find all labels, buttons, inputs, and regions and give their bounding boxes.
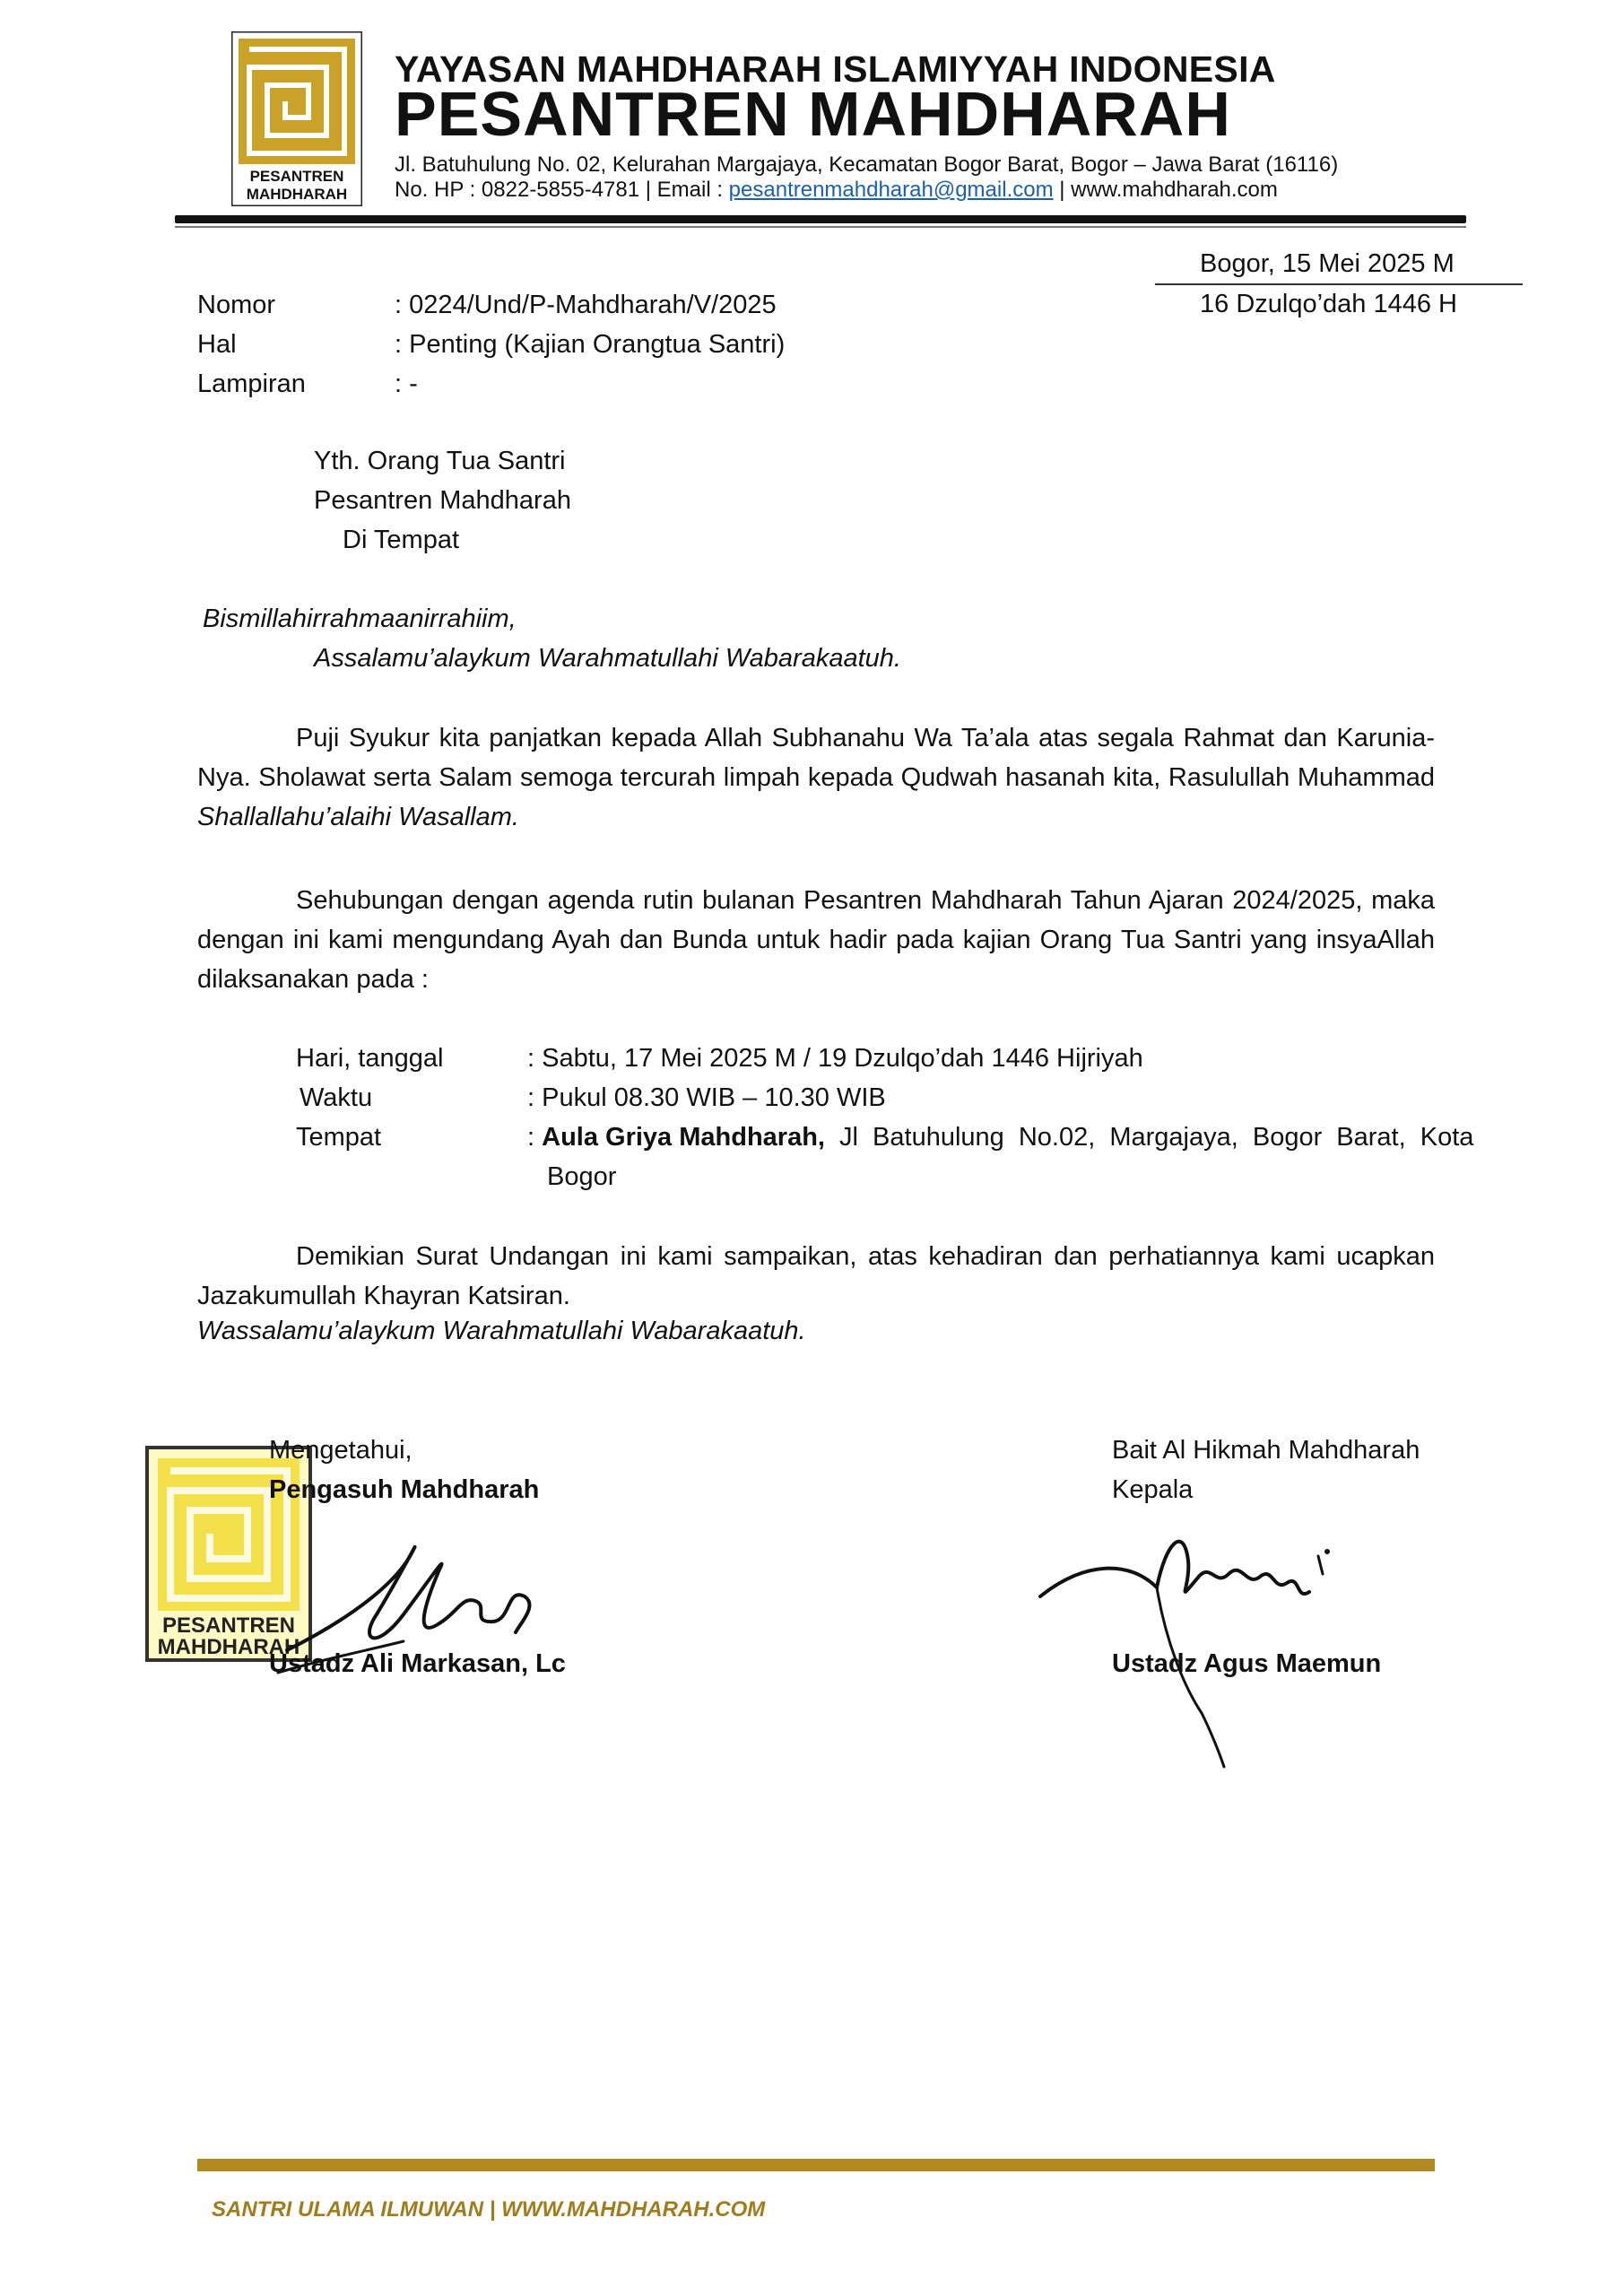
salam-opening: Assalamu’alaykum Warahmatullahi Wabarakaatuh.: [314, 644, 901, 673]
meta-value-nomor: : 0224/Und/P-Mahdharah/V/2025: [395, 291, 777, 319]
paragraph-3: [197, 1237, 1435, 1316]
event-day-label: Hari, tanggal: [296, 1044, 444, 1073]
meta-value-lampiran: : -: [395, 370, 418, 398]
right-role: Kepala: [1112, 1475, 1194, 1504]
event-place-line2: Bogor: [547, 1162, 617, 1191]
left-signatory-name: Ustadz Ali Markasan, Lc: [269, 1649, 566, 1678]
right-signature: [1031, 1507, 1354, 1776]
event-place-colon: :: [527, 1123, 543, 1152]
date-masehi: Bogor, 15 Mei 2025 M: [1200, 249, 1455, 278]
paragraph-3-text: Demikian Surat Undangan ini kami sampaikan, atas kehadiran dan perhatiannya kami ucapkan Jazakumullah Khayran Katsiran.: [197, 1242, 1435, 1310]
left-role: Pengasuh Mahdharah: [269, 1475, 540, 1504]
bismillah: Bismillahirrahmaanirrahiim,: [203, 604, 517, 633]
organization-name: YAYASAN MAHDHARAH ISLAMIYYAH INDONESIA: [395, 48, 1276, 90]
recipient-line-3: Di Tempat: [343, 526, 460, 554]
footer-divider: [197, 2159, 1435, 2171]
email-link[interactable]: pesantrenmahdharah@gmail.com: [728, 178, 1054, 202]
event-time-label: Waktu: [300, 1083, 373, 1112]
recipient-line-2: Pesantren Mahdharah: [314, 486, 571, 515]
pesantren-logo: [231, 31, 362, 206]
date-hijri: 16 Dzulqo’dah 1446 H: [1200, 290, 1457, 318]
salam-closing: Wassalamu’alaykum Warahmatullahi Wabarakaatuh.: [197, 1317, 806, 1345]
meta-label-lampiran: Lampiran: [197, 370, 306, 398]
paragraph-1-italic: Shallallahu’alaihi Wasallam.: [197, 803, 519, 831]
paragraph-2-text: Sehubungan dengan agenda rutin bulanan Pesantren Mahdharah Tahun Ajaran 2024/2025, maka dengan ini kami mengundang Ayah dan Bunda untuk hadir pada kajian Orang Tua Santri yang insyaAllah dilaksanakan pada :: [197, 886, 1435, 994]
paragraph-1: [197, 718, 1435, 837]
logo-text-line1: PESANTREN: [249, 168, 344, 185]
organization-contact: [395, 178, 1278, 203]
event-place-address: Jl Batuhulung No.02, Margajaya, Bogor Barat, Kota: [824, 1123, 1474, 1152]
header-divider: [175, 215, 1466, 223]
logo-text-line2: MAHDHARAH: [246, 186, 348, 203]
event-time-value: : Pukul 08.30 WIB – 10.30 WIB: [527, 1083, 886, 1112]
recipient-line-1: Yth. Orang Tua Santri: [314, 447, 566, 475]
organization-address: Jl. Batuhulung No. 02, Kelurahan Margajaya, Kecamatan Bogor Barat, Bogor – Jawa Barat (16116): [395, 152, 1339, 177]
event-place-venue: Aula Griya Mahdharah,: [542, 1123, 825, 1152]
contact-suffix: | www.mahdharah.com: [1053, 178, 1278, 202]
left-known-label: Mengetahui,: [269, 1436, 413, 1465]
stamp-text-line1: PESANTREN: [161, 1613, 296, 1638]
right-org-label: Bait Al Hikmah Mahdharah: [1112, 1436, 1420, 1465]
paragraph-2: [197, 881, 1435, 999]
paragraph-1-text: Puji Syukur kita panjatkan kepada Allah Subhanahu Wa Ta’ala atas segala Rahmat dan Karunia-Nya. Sholawat serta Salam semoga tercurah limpah kepada Qudwah hasanah kita, Rasulullah Muhammad: [197, 724, 1435, 792]
meta-label-hal: Hal: [197, 330, 237, 359]
event-place-value: [527, 1122, 1473, 1153]
contact-prefix: No. HP : 0822-5855-4781 | Email :: [395, 178, 729, 202]
organization-title: PESANTREN MAHDHARAH: [395, 79, 1231, 149]
header-divider-thin: [175, 226, 1466, 228]
event-place-label: Tempat: [296, 1123, 382, 1152]
meta-label-nomor: Nomor: [197, 291, 276, 319]
date-divider: [1155, 283, 1523, 285]
stamp-text-line2: MAHDHARAH: [157, 1635, 300, 1659]
event-day-value: : Sabtu, 17 Mei 2025 M / 19 Dzulqo’dah 1446 Hijriyah: [527, 1044, 1143, 1073]
footer-tagline: SANTRI ULAMA ILMUWAN | WWW.MAHDHARAH.COM: [212, 2197, 766, 2222]
meta-value-hal: : Penting (Kajian Orangtua Santri): [395, 330, 786, 359]
right-signatory-name: Ustadz Agus Maemun: [1112, 1649, 1382, 1678]
